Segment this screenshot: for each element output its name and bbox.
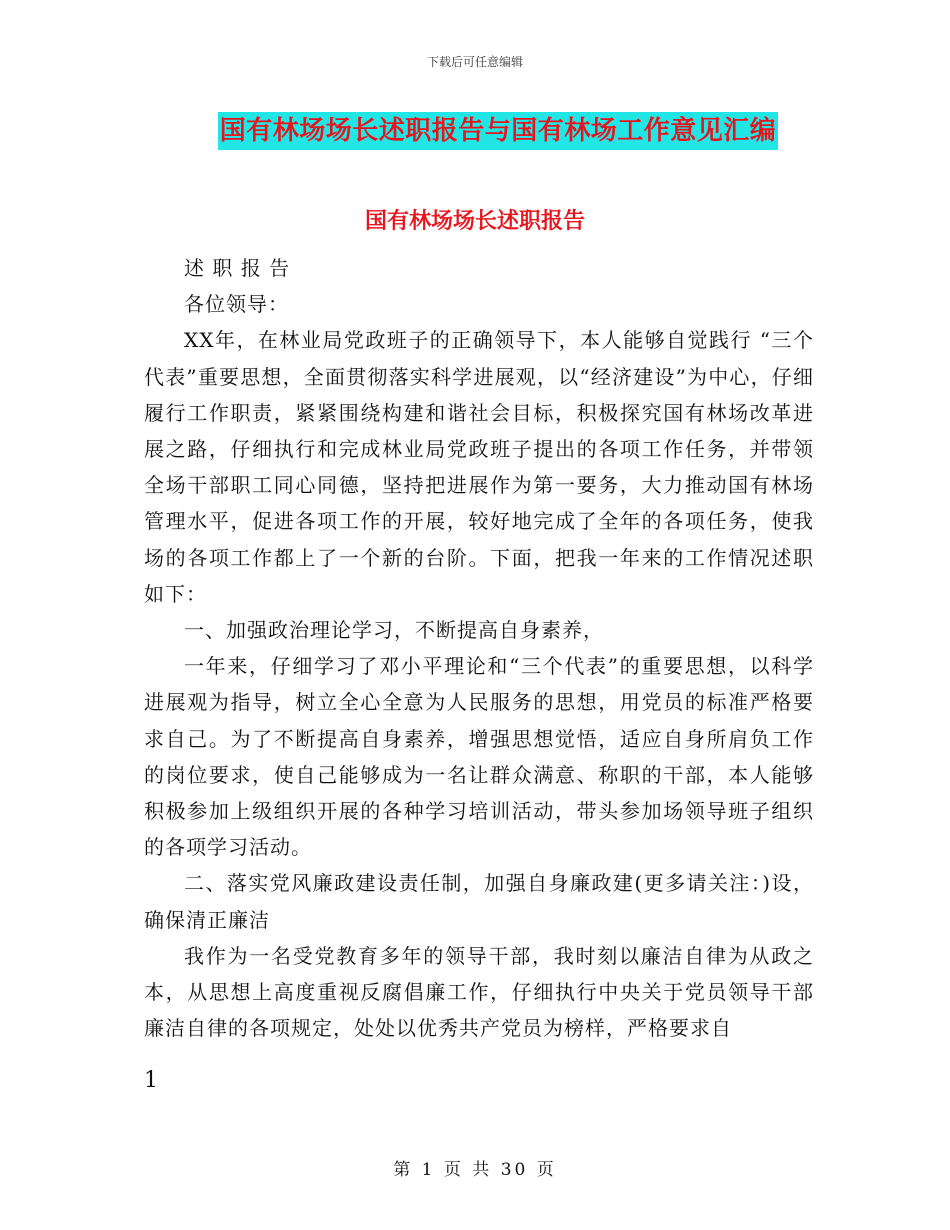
paragraph-heading-2: 二、落实党风廉政建设责任制，加强自身廉政建(更多请关注：)设，确保清正廉洁 [144,871,814,932]
section-title: 国有林场场长述职报告 [364,208,585,234]
page-number-mark: 1 [144,1068,158,1093]
paragraph-salutation: 各位领导： [184,292,289,317]
document-body [144,250,814,1046]
header-note: 下载后可任意编辑 [426,55,523,69]
paragraph-heading-1: 一、加强政治理论学习，不断提高自身素养， [184,618,604,643]
paragraph-integrity: 我作为一名受党教育多年的领导干部，我时刻以廉洁自律为从政之本，从思想上高度重视反腐倡廉工作，仔细执行中央关于党员领导干部廉洁自律的各项规定，处处以优秀共产党员为榜样，严格要求自 [144,943,814,1041]
paragraph-study: 一年来，仔细学习了邓小平理论和“三个代表”的重要思想，以科学进展观为指导，树立全心全意为人民服务的思想，用党员的标准严格要求自己。为了不断提高自身素养，增强思想觉悟，适应自身所肩负工作的岗位要求，使自己能够成为一名让群众满意、称职的干部，本人能够积极参加上级组织开展的各种学习培训活动，带头参加场领导班子组织的各项学习活动。 [144,654,814,860]
page-footer: 第 1 页 共 30 页 [393,1160,557,1180]
paragraph-intro: XX年，在林业局党政班子的正确领导下，本人能够自觉践行 “三个代表”重要思想，全面贯彻落实科学进展观，以“经济建设”为中心，仔细履行工作职责，紧紧围绕构建和谐社会目标，积极探究国有林场改革进展之路，仔细执行和完成林业局党政班子提出的各项工作任务，并带领全场干部职工同心同德，坚持把进展作为第一要务，大力推动国有林场管理水平，促进各项工作的开展，较好地完成了全年的各项任务，使我场的各项工作都上了一个新的台阶。下面，把我一年来的工作情况述职如下： [144,328,814,606]
paragraph-report-heading: 述 职 报 告 [184,256,291,280]
document-main-title: 国有林场场长述职报告与国有林场工作意见汇编 [218,112,779,150]
